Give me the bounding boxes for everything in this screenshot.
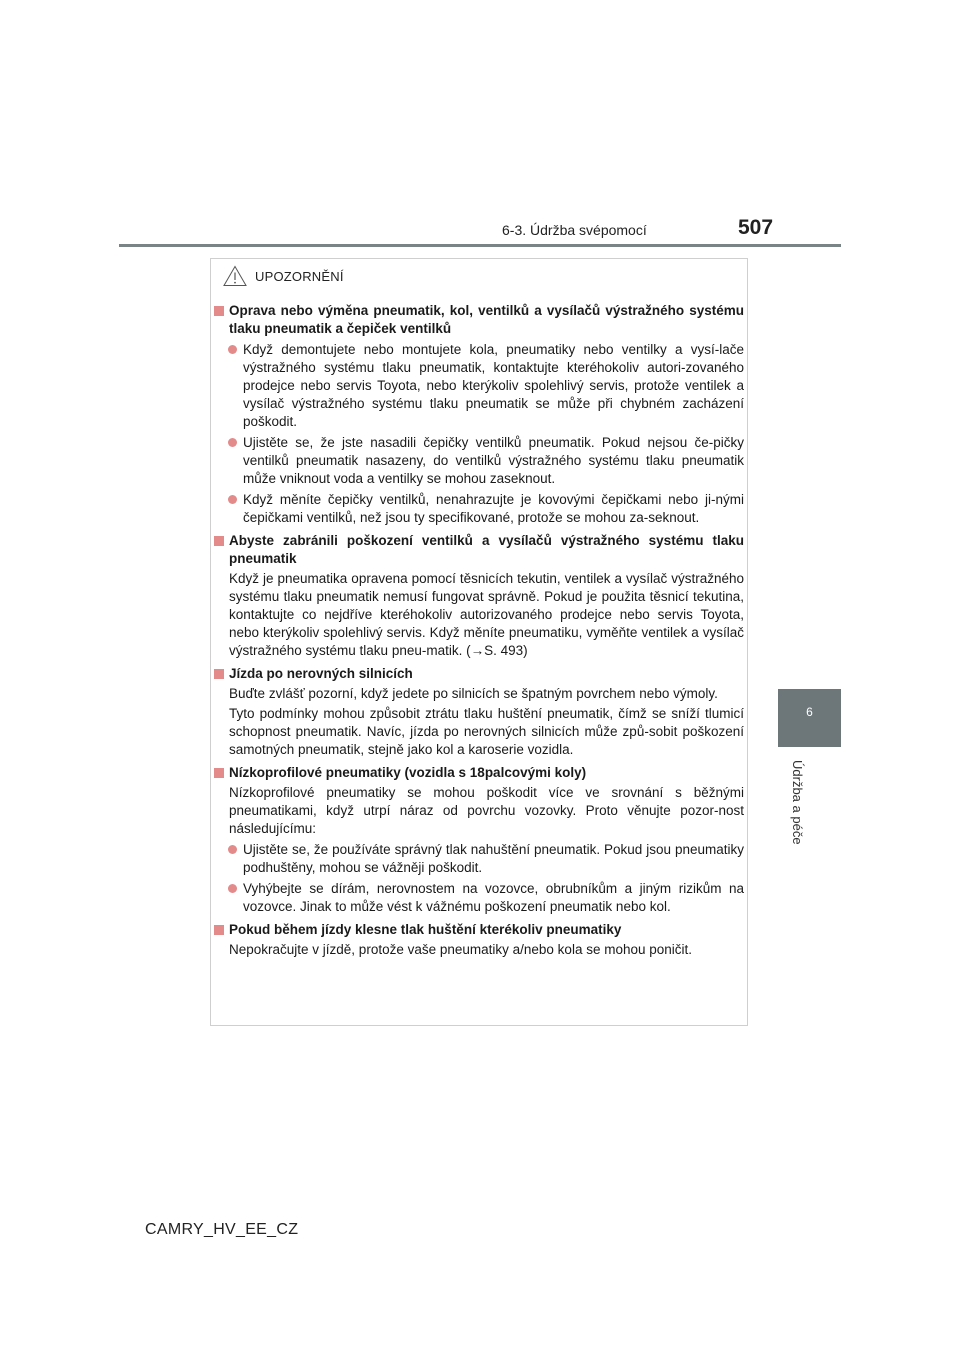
warning-section [214,532,744,660]
section-paragraph: Nízkoprofilové pneumatiky se mohou poškodit více ve srovnání s běžnými pneumatikami, když utrpí náraz od povrchu vozovky. Proto věnujte pozor-nost následujícímu: [229,785,744,836]
warning-section [214,302,744,527]
circle-bullet-icon [228,438,237,447]
circle-bullet-icon [228,495,237,504]
bullet-item: Když měníte čepičky ventilků, nenahrazujte je kovovými čepičkami nebo ji-nými čepičkami ventilků, než jsou ty specifikované, protože se mohou za-seknout. [214,491,744,527]
section-title: 6-3. Údržba svépomocí [502,222,647,238]
circle-bullet-icon [228,345,237,354]
section-heading: Abyste zabránili poškození ventilků a vysílačů výstražného systému tlaku pneumatik [214,532,744,568]
warning-section [214,764,744,916]
chapter-tab [778,689,841,747]
section-heading: Nízkoprofilové pneumatiky (vozidla s 18palcovými koly) [214,764,744,782]
square-bullet-icon [214,925,224,935]
square-bullet-icon [214,306,224,316]
square-bullet-icon [214,536,224,546]
header-divider [119,244,841,247]
section-paragraph: Buďte zvlášť pozorní, když jedete po silnicích se špatným povrchem nebo výmoly. [229,686,718,701]
document-code: CAMRY_HV_EE_CZ [145,1221,299,1238]
warning-section [214,665,744,759]
warning-content [214,302,744,964]
square-bullet-icon [214,669,224,679]
bullet-item: Ujistěte se, že jste nasadili čepičky ventilků pneumatik. Pokud nejsou če-pičky ventilků pneumatik nasazeny, do ventilků výstražného systému tlaku pneumatik může vniknout voda a ventilky se mohou zaseknout. [214,434,744,488]
chapter-number: 6 [806,705,813,719]
bullet-item: Ujistěte se, že používáte správný tlak nahuštění pneumatik. Pokud jsou pneumatiky podhuštěny, mohou se vážněji poškodit. [214,841,744,877]
warning-section [214,921,744,959]
warning-triangle-icon [223,265,247,287]
circle-bullet-icon [228,845,237,854]
section-paragraph: Nepokračujte v jízdě, protože vaše pneumatiky a/nebo kola se mohou poničit. [229,942,693,957]
section-heading: Jízda po nerovných silnicích [214,665,744,683]
section-heading: Oprava nebo výměna pneumatik, kol, ventilků a vysílačů výstražného systému tlaku pneumatik a čepiček ventilků [214,302,744,338]
section-paragraph: Tyto podmínky mohou způsobit ztrátu tlaku huštění pneumatik, čímž se sníží tlumicí schopnost pneumatik. Navíc, jízda po nerovných silnicích může způ-sobit poškození samotných pneumatik, stejně jako kol a karoserie vozidla. [229,706,744,757]
section-heading: Pokud během jízdy klesne tlak huštění kterékoliv pneumatiky [214,921,744,939]
warning-label: UPOZORNĚNÍ [255,268,344,284]
square-bullet-icon [214,768,224,778]
chapter-title: Údržba a péče [790,760,805,845]
circle-bullet-icon [228,884,237,893]
warning-header [223,264,344,288]
section-paragraph: Když je pneumatika opravena pomocí těsnicích tekutin, ventilek a vysílač výstražného systému tlaku pneumatik nemusí fungovat správně. Pokud je použita těsnicí tekutina, kontaktujte co nejdříve kteréhokoliv autorizovaného prodejce nebo servis Toyota, nebo kterýkoliv spolehlivý servis. Když měníte pneumatiku, vyměňte ventilek a vysílač výstražného systému tlaku pneu-matik. (→S. 493) [229,571,744,658]
bullet-item: Když demontujete nebo montujete kola, pneumatiky nebo ventilky a vysí-lače výstražného systému tlaku pneumatik, kontaktujte kteréhokoliv autori-zovaného prodejce nebo servis Toyota, nebo kterýkoliv spolehlivý servis, protože ventilek a vysílač výstražného systému tlaku pneumatik se může při chybném zacházení poškodit. [214,341,744,431]
page-number: 507 [738,216,774,239]
bullet-item: Vyhýbejte se dírám, nerovnostem na vozovce, obrubníkům a jiným rizikům na vozovce. Jinak to může vést k vážnému poškození pneumatik nebo kol. [214,880,744,916]
